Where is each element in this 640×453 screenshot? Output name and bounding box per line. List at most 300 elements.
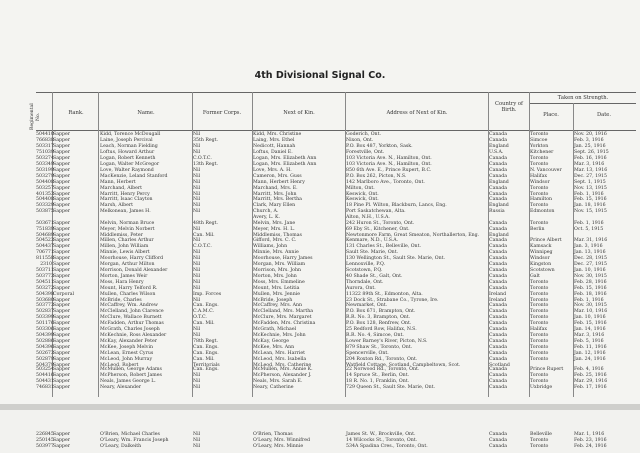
cell-place: Prince Rupert: [530, 367, 564, 372]
cell-former-corps: Nil: [193, 143, 201, 149]
cell-place: Belleville: [530, 432, 552, 437]
cell-country: Canada: [489, 238, 507, 243]
cell-address: P.O. Box 671, Brampton, Ont.: [346, 309, 416, 315]
cell-date: Mar. 3, 1916: [574, 333, 605, 339]
cell-rank: Sapper: [53, 315, 71, 321]
cell-address: Newmarket, Ont.: [346, 303, 388, 309]
cell-name: Neary, Alexander: [100, 384, 142, 390]
cell-rank: Sapper: [53, 384, 71, 390]
cell-date: Feb. 15, 1916: [574, 197, 607, 203]
cell-address: 850 6th Ave. E., Prince Rupert, B.C.: [346, 167, 432, 173]
cell-place: Toronto: [530, 444, 549, 450]
cell-rank: Corporal: [53, 291, 75, 297]
cell-rank: Sapper: [53, 333, 71, 339]
cell-former-corps: Nil: [193, 285, 201, 291]
cell-rank: Sapper: [53, 321, 71, 327]
cell-former-corps: Can. Engs.: [193, 303, 219, 309]
cell-former-corps: Nil: [193, 384, 201, 390]
cell-next-of-kin: McFadden, Mrs. Christina: [253, 321, 316, 327]
cell-rank: Sapper: [53, 285, 71, 291]
cell-date: Feb. 15, 1916: [574, 285, 607, 291]
cell-name: Moss, Hara Henry: [100, 279, 144, 285]
table-row: [36, 385, 636, 391]
cell-country: U.S.A.: [489, 149, 504, 155]
cell-former-corps: Nil: [193, 209, 201, 215]
cell-date: Jan. 14, 1916: [574, 327, 606, 333]
cell-former-corps: Can. Engs.: [193, 367, 219, 372]
cell-former-corps: C.O.T.C.: [193, 155, 212, 161]
cell-country: Scotland: [489, 362, 510, 368]
cell-next-of-kin: Logan, Mrs. Elizabeth Ann: [253, 161, 317, 167]
cell-rank: Sapper: [53, 191, 71, 197]
cell-former-corps: Can. Engs.: [193, 345, 219, 351]
cell-regimental-no: 504408: [36, 179, 54, 185]
cell-address: Goderich, Ont.: [346, 132, 381, 137]
cell-regimental-no: 504431: [36, 378, 54, 384]
cell-name: McPherson, Robert James: [100, 372, 162, 378]
cell-date: Feb. 3, 1916: [574, 137, 604, 143]
cell-address: Alton, N.H., U.S.A.: [346, 215, 390, 221]
cell-name: McLeod, John Murray: [100, 357, 153, 362]
cell-date: Sept. 26, 1915: [574, 149, 609, 155]
cell-next-of-kin: O'Brien, Thomas: [253, 432, 293, 437]
cell-country: Russia: [489, 209, 505, 215]
cell-former-corps: Nil: [193, 249, 201, 255]
cell-country: Canada: [489, 303, 507, 309]
cell-regimental-no: 502886: [36, 339, 54, 345]
cell-regimental-no: 751839: [36, 227, 54, 233]
cell-regimental-no: 226845: [36, 432, 54, 437]
cell-former-corps: Nil: [193, 197, 201, 203]
cell-country: Canada: [489, 132, 507, 137]
cell-address: Milton, Ont.: [346, 185, 375, 191]
cell-name: Morgan, Arthur Milton: [100, 261, 155, 267]
cell-date: Jan. 25, 1916: [574, 143, 606, 149]
cell-regimental-no: 503875: [36, 209, 54, 215]
cell-regimental-no: 504416: [36, 372, 54, 378]
cell-address: P.O. Box 487, Yorkton, Sask.: [346, 143, 413, 149]
cell-next-of-kin: McBride, Joseph: [253, 297, 293, 303]
header-regimental-no: Regimental No.: [30, 103, 41, 131]
cell-place: Simcoe: [530, 137, 548, 143]
cell-date: Nov. 13, 1915: [574, 185, 607, 191]
cell-address: Lower Barney's River, Picton, N.S.: [346, 339, 428, 345]
cell-country: Canada: [489, 185, 507, 191]
cell-rank: Sapper: [53, 155, 71, 161]
cell-place: Toronto: [530, 203, 549, 209]
cell-country: England: [489, 233, 509, 239]
cell-name: Laine, Joseph Percival: [100, 137, 153, 143]
cell-date: Dec. 27, 1915: [574, 173, 608, 179]
cell-date: Feb. 24, 1916: [574, 444, 607, 450]
cell-address: Thorndale, Ont.: [346, 279, 384, 285]
cell-country: Canada: [489, 378, 507, 384]
cell-country: Canada: [489, 261, 507, 267]
cell-next-of-kin: Neals, Mrs. Sarah E.: [253, 378, 303, 384]
cell-rank: Sapper: [53, 179, 71, 185]
cell-regimental-no: 811558: [36, 255, 54, 261]
cell-former-corps: Nil: [193, 191, 201, 197]
cell-country: Canada: [489, 267, 507, 273]
cell-country: Ireland: [489, 297, 507, 303]
cell-next-of-kin: Melvin, Mrs. Jane: [253, 221, 296, 227]
cell-rank: Sapper: [53, 303, 71, 309]
cell-place: Toronto: [530, 372, 549, 378]
cell-date: Sept. 1, 1915: [574, 179, 606, 185]
cell-name: MacKenzie, Leland Stanford: [100, 173, 168, 179]
cell-next-of-kin: Minnie, Mrs. Annie: [253, 249, 299, 255]
cell-country: Canada: [489, 321, 507, 327]
cell-regimental-no: 503977: [36, 444, 54, 450]
cell-rank: Sapper: [53, 243, 71, 249]
cell-date: Jan. 24, 1916: [574, 357, 606, 362]
cell-regimental-no: 503671: [36, 221, 54, 227]
cell-address: 130 Wellington St., Sault Ste. Marie, Ont.: [346, 255, 446, 261]
cell-place: Uxbridge: [530, 384, 553, 390]
cell-place: Toronto: [530, 155, 549, 161]
cell-next-of-kin: McMullen, Mrs. Annie K.: [253, 367, 313, 372]
cell-next-of-kin: McGrath, Michael: [253, 327, 297, 333]
cell-date: Nov. 15, 1915: [574, 209, 607, 215]
cell-country: England: [489, 179, 509, 185]
cell-former-corps: Nil: [193, 185, 201, 191]
cell-date: Feb. 16, 1916: [574, 155, 607, 161]
cell-date: Feb. 23, 1916: [574, 438, 607, 444]
cell-place: Toronto: [530, 161, 549, 167]
cell-place: Toronto: [530, 309, 549, 315]
cell-place: Hamilton: [530, 197, 553, 203]
cell-name: Neals, James George L.: [100, 378, 156, 384]
cell-rank: Sapper: [53, 161, 71, 167]
cell-regimental-no: 401353: [36, 191, 54, 197]
cell-rank: Sapper: [53, 345, 71, 351]
header-date: Date.: [596, 112, 612, 118]
cell-name: McKechnie, Ross Alexander: [100, 333, 167, 339]
cell-rank: Sapper: [53, 327, 71, 333]
cell-name: Mount, Harry Telford R.: [100, 285, 158, 291]
cell-place: Toronto: [530, 279, 549, 285]
cell-regimental-no: 502673: [36, 351, 54, 357]
cell-name: Minnie, Lewis Albert: [100, 249, 150, 255]
cell-address: 69 Eby St., Kitchener, Ont.: [346, 227, 410, 233]
cell-name: McKee, Joseph Melvin: [100, 345, 153, 351]
cell-former-corps: Nil: [193, 238, 201, 243]
cell-next-of-kin: Marchand, Mrs. E.: [253, 185, 298, 191]
cell-rank: Sapper: [53, 143, 71, 149]
cell-rank: Sapper: [53, 432, 71, 437]
cell-next-of-kin: Marritt, Mrs. Bertha: [253, 197, 302, 203]
cell-regimental-no: 504689: [36, 233, 54, 239]
cell-country: Canada: [489, 444, 507, 450]
cell-date: Mar. 31, 1916: [574, 238, 608, 243]
cell-former-corps: Nil: [193, 444, 201, 450]
cell-name: McClelland, John Clarence: [100, 309, 164, 315]
cell-rank: Sapper: [53, 438, 71, 444]
cell-next-of-kin: Mount, Mrs. Letitia: [253, 285, 300, 291]
cell-next-of-kin: Clark, Mary Ellen: [253, 203, 296, 209]
cell-regimental-no: 766838: [36, 137, 54, 143]
cell-country: Canada: [489, 339, 507, 345]
cell-country: Canada: [489, 372, 507, 378]
cell-name: McLeod, Robert: [100, 362, 139, 368]
cell-name: O'Leary, Wm. Francis Joseph: [100, 438, 169, 444]
cell-place: Toronto: [530, 351, 549, 357]
cell-place: Winnipeg: [530, 249, 553, 255]
cell-name: Mullen, Charles Wilson: [100, 291, 156, 297]
cell-address: Keswick, Ont.: [346, 191, 379, 197]
cell-name: Love, Walter Raymond: [100, 167, 154, 173]
header-taken-on-strength: Taken on Strength.: [557, 95, 609, 101]
cell-regimental-no: 502879: [36, 357, 54, 362]
cell-next-of-kin: Moorhouse, Harry James: [253, 255, 313, 261]
cell-rank: Sapper: [53, 238, 71, 243]
cell-regimental-no: 503257: [36, 185, 54, 191]
cell-rank: Sapper: [53, 203, 71, 209]
cell-next-of-kin: Avery, L. K.: [253, 215, 280, 221]
cell-name: Melvin, Norman Bruce: [100, 221, 155, 227]
cell-country: Canada: [489, 345, 507, 351]
cell-former-corps: Nil: [193, 179, 201, 185]
cell-address: Sault Ste. Marie, Ont.: [346, 249, 399, 255]
cell-country: Ireland: [489, 291, 507, 297]
cell-country: Canada: [489, 221, 507, 227]
cell-country: Canada: [489, 243, 507, 249]
cell-rank: Sapper: [53, 132, 71, 137]
cell-rank: Sapper: [53, 255, 71, 261]
cell-next-of-kin: Laing, Mrs. Ethel: [253, 137, 295, 143]
cell-regimental-no: 503279: [36, 173, 54, 179]
cell-former-corps: Nil: [193, 267, 201, 273]
cell-place: Toronto: [530, 345, 549, 351]
cell-rank: Sapper: [53, 149, 71, 155]
cell-former-corps: Nil: [193, 255, 201, 261]
cell-regimental-no: 504410: [36, 132, 54, 137]
cell-country: Canada: [489, 384, 507, 390]
cell-address: 242 Huron St., Toronto, Ont.: [346, 221, 415, 227]
cell-name: McFadden, Arthur Thomas: [100, 321, 164, 327]
cell-regimental-no: 504396: [36, 345, 54, 351]
cell-name: Marritt, Isaac Clayton: [100, 197, 153, 203]
header-top-rule: [36, 92, 636, 93]
cell-regimental-no: 503254: [36, 367, 54, 372]
cell-address: 25 Redford Row, Halifax, N.S.: [346, 327, 417, 333]
cell-date: Mar. 13, 1916: [574, 167, 608, 173]
cell-rank: Sapper: [53, 351, 71, 357]
cell-next-of-kin: McLeod, Mrs. Catherine: [253, 362, 312, 368]
cell-former-corps: Nil: [193, 173, 201, 179]
cell-date: Feb. 4, 1916: [574, 367, 604, 372]
cell-rank: Sapper: [53, 339, 71, 345]
cell-next-of-kin: McPherson, Alexander J.: [253, 372, 312, 378]
cell-place: Kamsack: [530, 243, 552, 249]
cell-address: 23 Dock St., Strabane Co., Tyrone, Ire.: [346, 297, 439, 303]
cell-next-of-kin: Morrison, Mrs. John: [253, 267, 301, 273]
cell-name: Marchand, Albert: [100, 185, 143, 191]
cell-address: 14 Spruce St., Berlin, Ont.: [346, 372, 410, 378]
cell-address: James St. W., Brockville, Ont.: [346, 432, 416, 437]
cell-name: McKay, Alexander Peter: [100, 339, 157, 345]
cell-next-of-kin: Mullen, Mrs. Jennie: [253, 291, 300, 297]
cell-address: Kenmare, N.D., U.S.A.: [346, 238, 399, 243]
cell-address: Spencerville, Ont.: [346, 351, 389, 357]
cell-place: Berlin: [530, 227, 545, 233]
cell-next-of-kin: Marritt, Mrs. John: [253, 191, 297, 197]
cell-rank: Sapper: [53, 221, 71, 227]
cell-address: R.R. No. 4, Simcoe, Ont.: [346, 333, 404, 339]
cell-rank: Sapper: [53, 279, 71, 285]
cell-address: Scotstown, P.Q.: [346, 267, 383, 273]
cell-former-corps: 78th Regt.: [193, 339, 219, 345]
cell-next-of-kin: Gifford, Mrs. C. C.: [253, 238, 297, 243]
cell-date: Feb. 17, 1916: [574, 384, 607, 390]
cell-next-of-kin: McKee, Mrs. Ann: [253, 345, 295, 351]
cell-date: Nov. 30, 1915: [574, 273, 607, 279]
cell-rank: Sapper: [53, 197, 71, 203]
cell-former-corps: Nil: [193, 203, 201, 209]
cell-address: 103 Victoria Ave. N., Hamilton, Ont.: [346, 155, 432, 161]
cell-date: Mar. 3, 1916: [574, 161, 605, 167]
cell-regimental-no: 504379: [36, 362, 54, 368]
cell-next-of-kin: McKay, George: [253, 339, 290, 345]
cell-rank: Sapper: [53, 309, 71, 315]
cell-address: 40 Shade St., Galt, Ont.: [346, 273, 403, 279]
cell-name: Morton, James Weir: [100, 273, 148, 279]
header-place: Place.: [543, 112, 559, 118]
cell-address: 103 Victoria Ave. N., Hamilton, Ont.: [346, 161, 432, 167]
cell-rank: Sapper: [53, 137, 71, 143]
cell-country: Canada: [489, 327, 507, 333]
cell-date: Feb. 28, 1916: [574, 279, 607, 285]
cell-rank: Sapper: [53, 249, 71, 255]
cell-rank: Sapper: [53, 173, 71, 179]
cell-date: Mar. 1, 1916: [574, 432, 605, 437]
header-rank: Rank.: [68, 110, 84, 116]
cell-former-corps: Nil: [193, 132, 201, 137]
cell-address: 879 Shaw St., Toronto, Ont.: [346, 345, 413, 351]
cell-place: Toronto: [530, 321, 549, 327]
cell-country: Canada: [489, 249, 507, 255]
cell-place: Halifax: [530, 173, 548, 179]
cell-name: McMullen, George Adams: [100, 367, 162, 372]
cell-next-of-kin: Neary, Catherine: [253, 384, 294, 390]
cell-former-corps: Nil: [193, 273, 201, 279]
cell-regimental-no: 501176: [36, 321, 54, 327]
cell-rank: Sapper: [53, 362, 71, 368]
cell-former-corps: Nil: [193, 261, 201, 267]
cell-regimental-no: 503399: [36, 315, 54, 321]
cell-next-of-kin: O'Leary, Mrs. Minnie: [253, 444, 304, 450]
cell-name: Mann, Herbert: [100, 179, 136, 185]
cell-former-corps: Can. Mil.: [193, 321, 215, 327]
cell-country: England: [489, 203, 509, 209]
cell-former-corps: Nil: [193, 333, 201, 339]
cell-regimental-no: 503773: [36, 273, 54, 279]
cell-address: Newtonmore Farm, Great Smeaton, Northallerton, Eng.: [346, 233, 480, 239]
cell-rank: Sapper: [53, 444, 71, 450]
cell-next-of-kin: Moss, Mrs. Emmeline: [253, 279, 305, 285]
cell-place: Toronto: [530, 333, 549, 339]
cell-place: Scotstown: [530, 267, 555, 273]
cell-next-of-kin: Love, Mrs. A. H.: [253, 167, 292, 173]
cell-former-corps: Nil: [193, 327, 201, 333]
cell-country: Canada: [489, 351, 507, 357]
cell-country: Canada: [489, 227, 507, 233]
cell-country: Canada: [489, 438, 507, 444]
cell-country: Canada: [489, 255, 507, 261]
cell-place: Halifax: [530, 327, 548, 333]
cell-former-corps: Nil: [193, 279, 201, 285]
cell-rank: Sapper: [53, 367, 71, 372]
cell-name: Melkonean, James H.: [100, 209, 151, 215]
cell-name: Millen, John William: [100, 243, 149, 249]
cell-rank: Sapper: [53, 267, 71, 273]
cell-place: Toronto: [530, 303, 549, 309]
cell-former-corps: Nil: [193, 372, 201, 378]
cell-regimental-no: 503306: [36, 327, 54, 333]
cell-name: O'Leary, Dalkeith: [100, 444, 142, 450]
header-subrule: [530, 103, 636, 104]
cell-regimental-no: 250145: [36, 438, 54, 444]
cell-date: Jan. 10, 1916: [574, 315, 606, 321]
cell-regimental-no: 706771: [36, 249, 54, 255]
cell-place: Toronto: [530, 357, 549, 362]
cell-place: Windsor: [530, 179, 550, 185]
cell-place: Toronto: [530, 285, 549, 291]
cell-date: Mar. 29, 1916: [574, 378, 608, 384]
cell-regimental-no: 504399: [36, 333, 54, 339]
cell-regimental-no: 504437: [36, 243, 54, 249]
cell-country: Canada: [489, 357, 507, 362]
cell-regimental-no: 504511: [36, 279, 54, 285]
cell-rank: Sapper: [53, 209, 71, 215]
cell-date: Jan. 18, 1916: [574, 203, 606, 209]
cell-date: Feb. 15, 1916: [574, 321, 607, 327]
cell-address: 131 Charles St., Belleville, Ont.: [346, 243, 421, 249]
cell-former-corps: 13th Regt.: [193, 161, 219, 167]
cell-name: Logan, Robert Kenneth: [100, 155, 156, 161]
cell-country: Canada: [489, 161, 507, 167]
cell-address: Keswick, Ont.: [346, 197, 379, 203]
cell-place: Kingston: [530, 261, 552, 267]
table-row: [36, 444, 636, 450]
cell-address: Forestville, Ont.: [346, 149, 385, 155]
cell-former-corps: Nil: [193, 167, 201, 173]
cell-next-of-kin: McClelland, Mrs. Martha: [253, 309, 314, 315]
cell-regimental-no: 503680: [36, 297, 54, 303]
cell-former-corps: C.A.M.C.: [193, 309, 214, 315]
cell-date: Feb. 5, 1916: [574, 339, 604, 345]
cell-country: Canada: [489, 197, 507, 203]
cell-next-of-kin: McLean, Mrs. Harriet: [253, 351, 306, 357]
header-country: Country of Birth.: [495, 101, 523, 113]
cell-address: 204 Roxton Rd., Toronto, Ont.: [346, 357, 418, 362]
cell-address: 18 Pine Pl. Wilton, Blackburn, Lancs, Eng.: [346, 203, 447, 209]
cell-rank: Sapper: [53, 378, 71, 384]
cell-name: McBride, Charles: [100, 297, 142, 303]
cell-regimental-no: 503329: [36, 203, 54, 209]
cell-country: Canada: [489, 173, 507, 179]
cell-name: Loftus, Howard Arthur: [100, 149, 155, 155]
cell-country: Canada: [489, 285, 507, 291]
cell-place: Kitchener: [530, 149, 554, 155]
cell-former-corps: Nil: [193, 149, 201, 155]
cell-country: Canada: [489, 367, 507, 372]
cell-place: Toronto: [530, 132, 549, 137]
cell-next-of-kin: Logan, Mrs. Elizabeth Ann: [253, 155, 317, 161]
cell-name: Middlemiss, Peter: [100, 233, 143, 239]
cell-date: Dec. 27, 1915: [574, 261, 608, 267]
cell-date: Nov. 30, 1915: [574, 303, 607, 309]
